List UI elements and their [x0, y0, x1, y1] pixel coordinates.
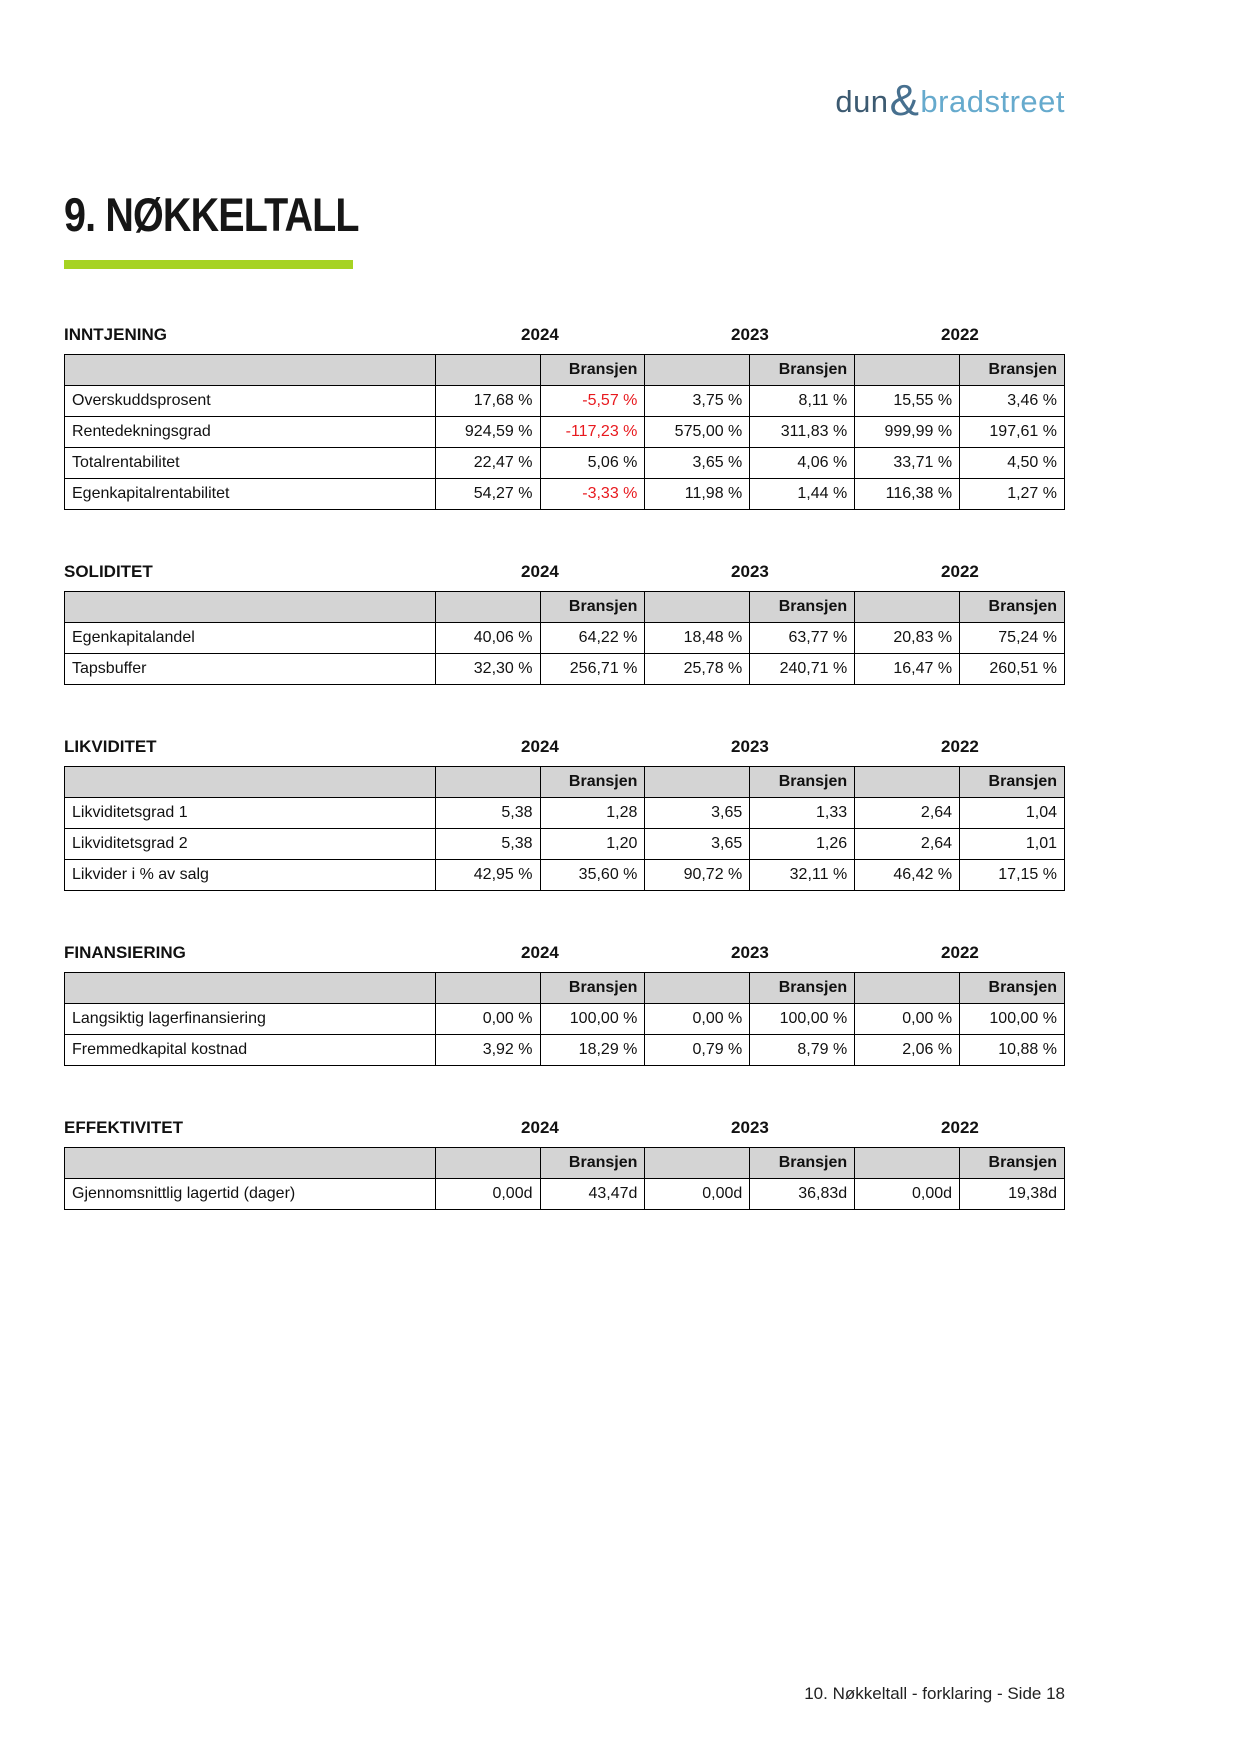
- row-label: Totalrentabilitet: [65, 448, 436, 479]
- year-header-2024: 2024: [521, 1118, 559, 1137]
- bransjen-header-row: [65, 355, 1065, 386]
- year-header-2022: 2022: [941, 325, 979, 344]
- empty-header-cell: [855, 1148, 960, 1179]
- value-cell: 1,20: [540, 829, 645, 860]
- empty-header-cell: [855, 973, 960, 1004]
- value-cell: 10,88 %: [960, 1035, 1065, 1066]
- empty-header-cell: [855, 592, 960, 623]
- finansiering-table: [64, 972, 1065, 1066]
- empty-header-cell: [65, 592, 436, 623]
- year-header-2022: 2022: [941, 943, 979, 962]
- bransjen-label: Bransjen: [960, 973, 1065, 1004]
- value-cell: 2,64: [855, 829, 960, 860]
- value-cell: 1,01: [960, 829, 1065, 860]
- empty-header-cell: [435, 355, 540, 386]
- value-cell: 46,42 %: [855, 860, 960, 891]
- value-cell: 5,38: [435, 798, 540, 829]
- soliditet-table: [64, 591, 1065, 685]
- bransjen-header-row: [65, 592, 1065, 623]
- bransjen-label: Bransjen: [540, 592, 645, 623]
- value-cell: 924,59 %: [435, 417, 540, 448]
- value-cell: -3,33 %: [540, 479, 645, 510]
- value-cell: 1,44 %: [750, 479, 855, 510]
- table-row: [65, 623, 1065, 654]
- year-header-2023: 2023: [731, 737, 769, 756]
- dun-bradstreet-logo: dun & bradstreet: [835, 76, 1065, 125]
- year-header-2023: 2023: [731, 325, 769, 344]
- bransjen-header-row: [65, 1148, 1065, 1179]
- value-cell: 18,48 %: [645, 623, 750, 654]
- year-header-2024: 2024: [521, 737, 559, 756]
- value-cell: 8,11 %: [750, 386, 855, 417]
- value-cell: 1,33: [750, 798, 855, 829]
- value-cell: 575,00 %: [645, 417, 750, 448]
- table-row: [65, 479, 1065, 510]
- empty-header-cell: [645, 973, 750, 1004]
- section-header: [64, 944, 1065, 962]
- value-cell: 0,00d: [855, 1179, 960, 1210]
- value-cell: 197,61 %: [960, 417, 1065, 448]
- bransjen-header-row: [65, 767, 1065, 798]
- value-cell: 75,24 %: [960, 623, 1065, 654]
- empty-header-cell: [855, 355, 960, 386]
- value-cell: 0,79 %: [645, 1035, 750, 1066]
- value-cell: 22,47 %: [435, 448, 540, 479]
- bransjen-label: Bransjen: [960, 592, 1065, 623]
- row-label: Rentedekningsgrad: [65, 417, 436, 448]
- value-cell: 33,71 %: [855, 448, 960, 479]
- value-cell: 43,47d: [540, 1179, 645, 1210]
- section-effektivitet: [64, 1119, 1065, 1210]
- empty-header-cell: [645, 592, 750, 623]
- section-inntjening: [64, 326, 1065, 510]
- row-label: Overskuddsprosent: [65, 386, 436, 417]
- year-header-2023: 2023: [731, 943, 769, 962]
- value-cell: 63,77 %: [750, 623, 855, 654]
- value-cell: 100,00 %: [960, 1004, 1065, 1035]
- section-header: [64, 563, 1065, 581]
- row-label: Likvider i % av salg: [65, 860, 436, 891]
- value-cell: 1,28: [540, 798, 645, 829]
- value-cell: 1,26: [750, 829, 855, 860]
- empty-header-cell: [645, 1148, 750, 1179]
- value-cell: 35,60 %: [540, 860, 645, 891]
- section-header: [64, 1119, 1065, 1137]
- page-footer: 10. Nøkkeltall - forklaring - Side 18: [804, 1684, 1065, 1703]
- year-header-2024: 2024: [521, 943, 559, 962]
- value-cell: 11,98 %: [645, 479, 750, 510]
- value-cell: 32,30 %: [435, 654, 540, 685]
- empty-header-cell: [65, 1148, 436, 1179]
- value-cell: 20,83 %: [855, 623, 960, 654]
- value-cell: 2,06 %: [855, 1035, 960, 1066]
- year-header-2024: 2024: [521, 325, 559, 344]
- key-figures-sections: [64, 326, 1065, 1210]
- section-title: LIKVIDITET: [64, 737, 157, 756]
- value-cell: 1,27 %: [960, 479, 1065, 510]
- value-cell: 5,38: [435, 829, 540, 860]
- value-cell: 8,79 %: [750, 1035, 855, 1066]
- table-row: [65, 798, 1065, 829]
- table-row: [65, 1004, 1065, 1035]
- value-cell: 116,38 %: [855, 479, 960, 510]
- table-row: [65, 1179, 1065, 1210]
- year-header-2022: 2022: [941, 1118, 979, 1137]
- row-label: Egenkapitalrentabilitet: [65, 479, 436, 510]
- section-header: [64, 738, 1065, 756]
- value-cell: 42,95 %: [435, 860, 540, 891]
- value-cell: 2,64: [855, 798, 960, 829]
- page-title: 9. NØKKELTALL: [64, 188, 359, 241]
- section-title: EFFEKTIVITET: [64, 1118, 183, 1137]
- section-title: SOLIDITET: [64, 562, 153, 581]
- section-header: [64, 326, 1065, 344]
- value-cell: 311,83 %: [750, 417, 855, 448]
- value-cell: 3,46 %: [960, 386, 1065, 417]
- table-row: [65, 829, 1065, 860]
- section-title: INNTJENING: [64, 325, 167, 344]
- empty-header-cell: [435, 1148, 540, 1179]
- value-cell: 64,22 %: [540, 623, 645, 654]
- bransjen-label: Bransjen: [540, 1148, 645, 1179]
- value-cell: 17,15 %: [960, 860, 1065, 891]
- value-cell: 999,99 %: [855, 417, 960, 448]
- empty-header-cell: [435, 592, 540, 623]
- value-cell: 5,06 %: [540, 448, 645, 479]
- value-cell: 100,00 %: [750, 1004, 855, 1035]
- value-cell: 54,27 %: [435, 479, 540, 510]
- value-cell: 4,50 %: [960, 448, 1065, 479]
- likviditet-table: [64, 766, 1065, 891]
- empty-header-cell: [65, 355, 436, 386]
- accent-bar: [64, 260, 353, 269]
- value-cell: 1,04: [960, 798, 1065, 829]
- row-label: Likviditetsgrad 2: [65, 829, 436, 860]
- empty-header-cell: [645, 767, 750, 798]
- value-cell: 260,51 %: [960, 654, 1065, 685]
- bransjen-label: Bransjen: [750, 973, 855, 1004]
- value-cell: 100,00 %: [540, 1004, 645, 1035]
- value-cell: 17,68 %: [435, 386, 540, 417]
- bransjen-label: Bransjen: [960, 355, 1065, 386]
- year-header-2022: 2022: [941, 737, 979, 756]
- bransjen-label: Bransjen: [540, 973, 645, 1004]
- year-header-2023: 2023: [731, 1118, 769, 1137]
- bransjen-label: Bransjen: [750, 592, 855, 623]
- value-cell: 19,38d: [960, 1179, 1065, 1210]
- empty-header-cell: [435, 973, 540, 1004]
- logo-text-bradstreet: bradstreet: [920, 84, 1065, 119]
- value-cell: 25,78 %: [645, 654, 750, 685]
- bransjen-label: Bransjen: [540, 767, 645, 798]
- value-cell: 3,92 %: [435, 1035, 540, 1066]
- bransjen-label: Bransjen: [750, 355, 855, 386]
- section-soliditet: [64, 563, 1065, 685]
- value-cell: 0,00d: [645, 1179, 750, 1210]
- empty-header-cell: [65, 973, 436, 1004]
- value-cell: 256,71 %: [540, 654, 645, 685]
- value-cell: 15,55 %: [855, 386, 960, 417]
- table-row: [65, 654, 1065, 685]
- row-label: Langsiktig lagerfinansiering: [65, 1004, 436, 1035]
- empty-header-cell: [855, 767, 960, 798]
- row-label: Egenkapitalandel: [65, 623, 436, 654]
- value-cell: 36,83d: [750, 1179, 855, 1210]
- value-cell: 0,00 %: [645, 1004, 750, 1035]
- value-cell: 3,65: [645, 829, 750, 860]
- value-cell: 240,71 %: [750, 654, 855, 685]
- section-likviditet: [64, 738, 1065, 891]
- year-header-2023: 2023: [731, 562, 769, 581]
- table-row: [65, 417, 1065, 448]
- bransjen-label: Bransjen: [960, 1148, 1065, 1179]
- row-label: Fremmedkapital kostnad: [65, 1035, 436, 1066]
- value-cell: -117,23 %: [540, 417, 645, 448]
- value-cell: 4,06 %: [750, 448, 855, 479]
- empty-header-cell: [645, 355, 750, 386]
- bransjen-header-row: [65, 973, 1065, 1004]
- inntjening-table: [64, 354, 1065, 510]
- row-label: Tapsbuffer: [65, 654, 436, 685]
- logo-text-dun: dun: [835, 84, 889, 119]
- row-label: Gjennomsnittlig lagertid (dager): [65, 1179, 436, 1210]
- value-cell: -5,57 %: [540, 386, 645, 417]
- bransjen-label: Bransjen: [750, 767, 855, 798]
- section-title: FINANSIERING: [64, 943, 186, 962]
- empty-header-cell: [435, 767, 540, 798]
- value-cell: 3,65 %: [645, 448, 750, 479]
- empty-header-cell: [65, 767, 436, 798]
- value-cell: 0,00 %: [435, 1004, 540, 1035]
- section-finansiering: [64, 944, 1065, 1066]
- value-cell: 18,29 %: [540, 1035, 645, 1066]
- value-cell: 90,72 %: [645, 860, 750, 891]
- value-cell: 3,65: [645, 798, 750, 829]
- value-cell: 32,11 %: [750, 860, 855, 891]
- bransjen-label: Bransjen: [960, 767, 1065, 798]
- bransjen-label: Bransjen: [750, 1148, 855, 1179]
- value-cell: 40,06 %: [435, 623, 540, 654]
- effektivitet-table: [64, 1147, 1065, 1210]
- table-row: [65, 386, 1065, 417]
- table-row: [65, 1035, 1065, 1066]
- value-cell: 0,00d: [435, 1179, 540, 1210]
- bransjen-label: Bransjen: [540, 355, 645, 386]
- row-label: Likviditetsgrad 1: [65, 798, 436, 829]
- header: [64, 0, 1065, 125]
- table-row: [65, 860, 1065, 891]
- value-cell: 16,47 %: [855, 654, 960, 685]
- year-header-2024: 2024: [521, 562, 559, 581]
- year-header-2022: 2022: [941, 562, 979, 581]
- value-cell: 0,00 %: [855, 1004, 960, 1035]
- table-row: [65, 448, 1065, 479]
- value-cell: 3,75 %: [645, 386, 750, 417]
